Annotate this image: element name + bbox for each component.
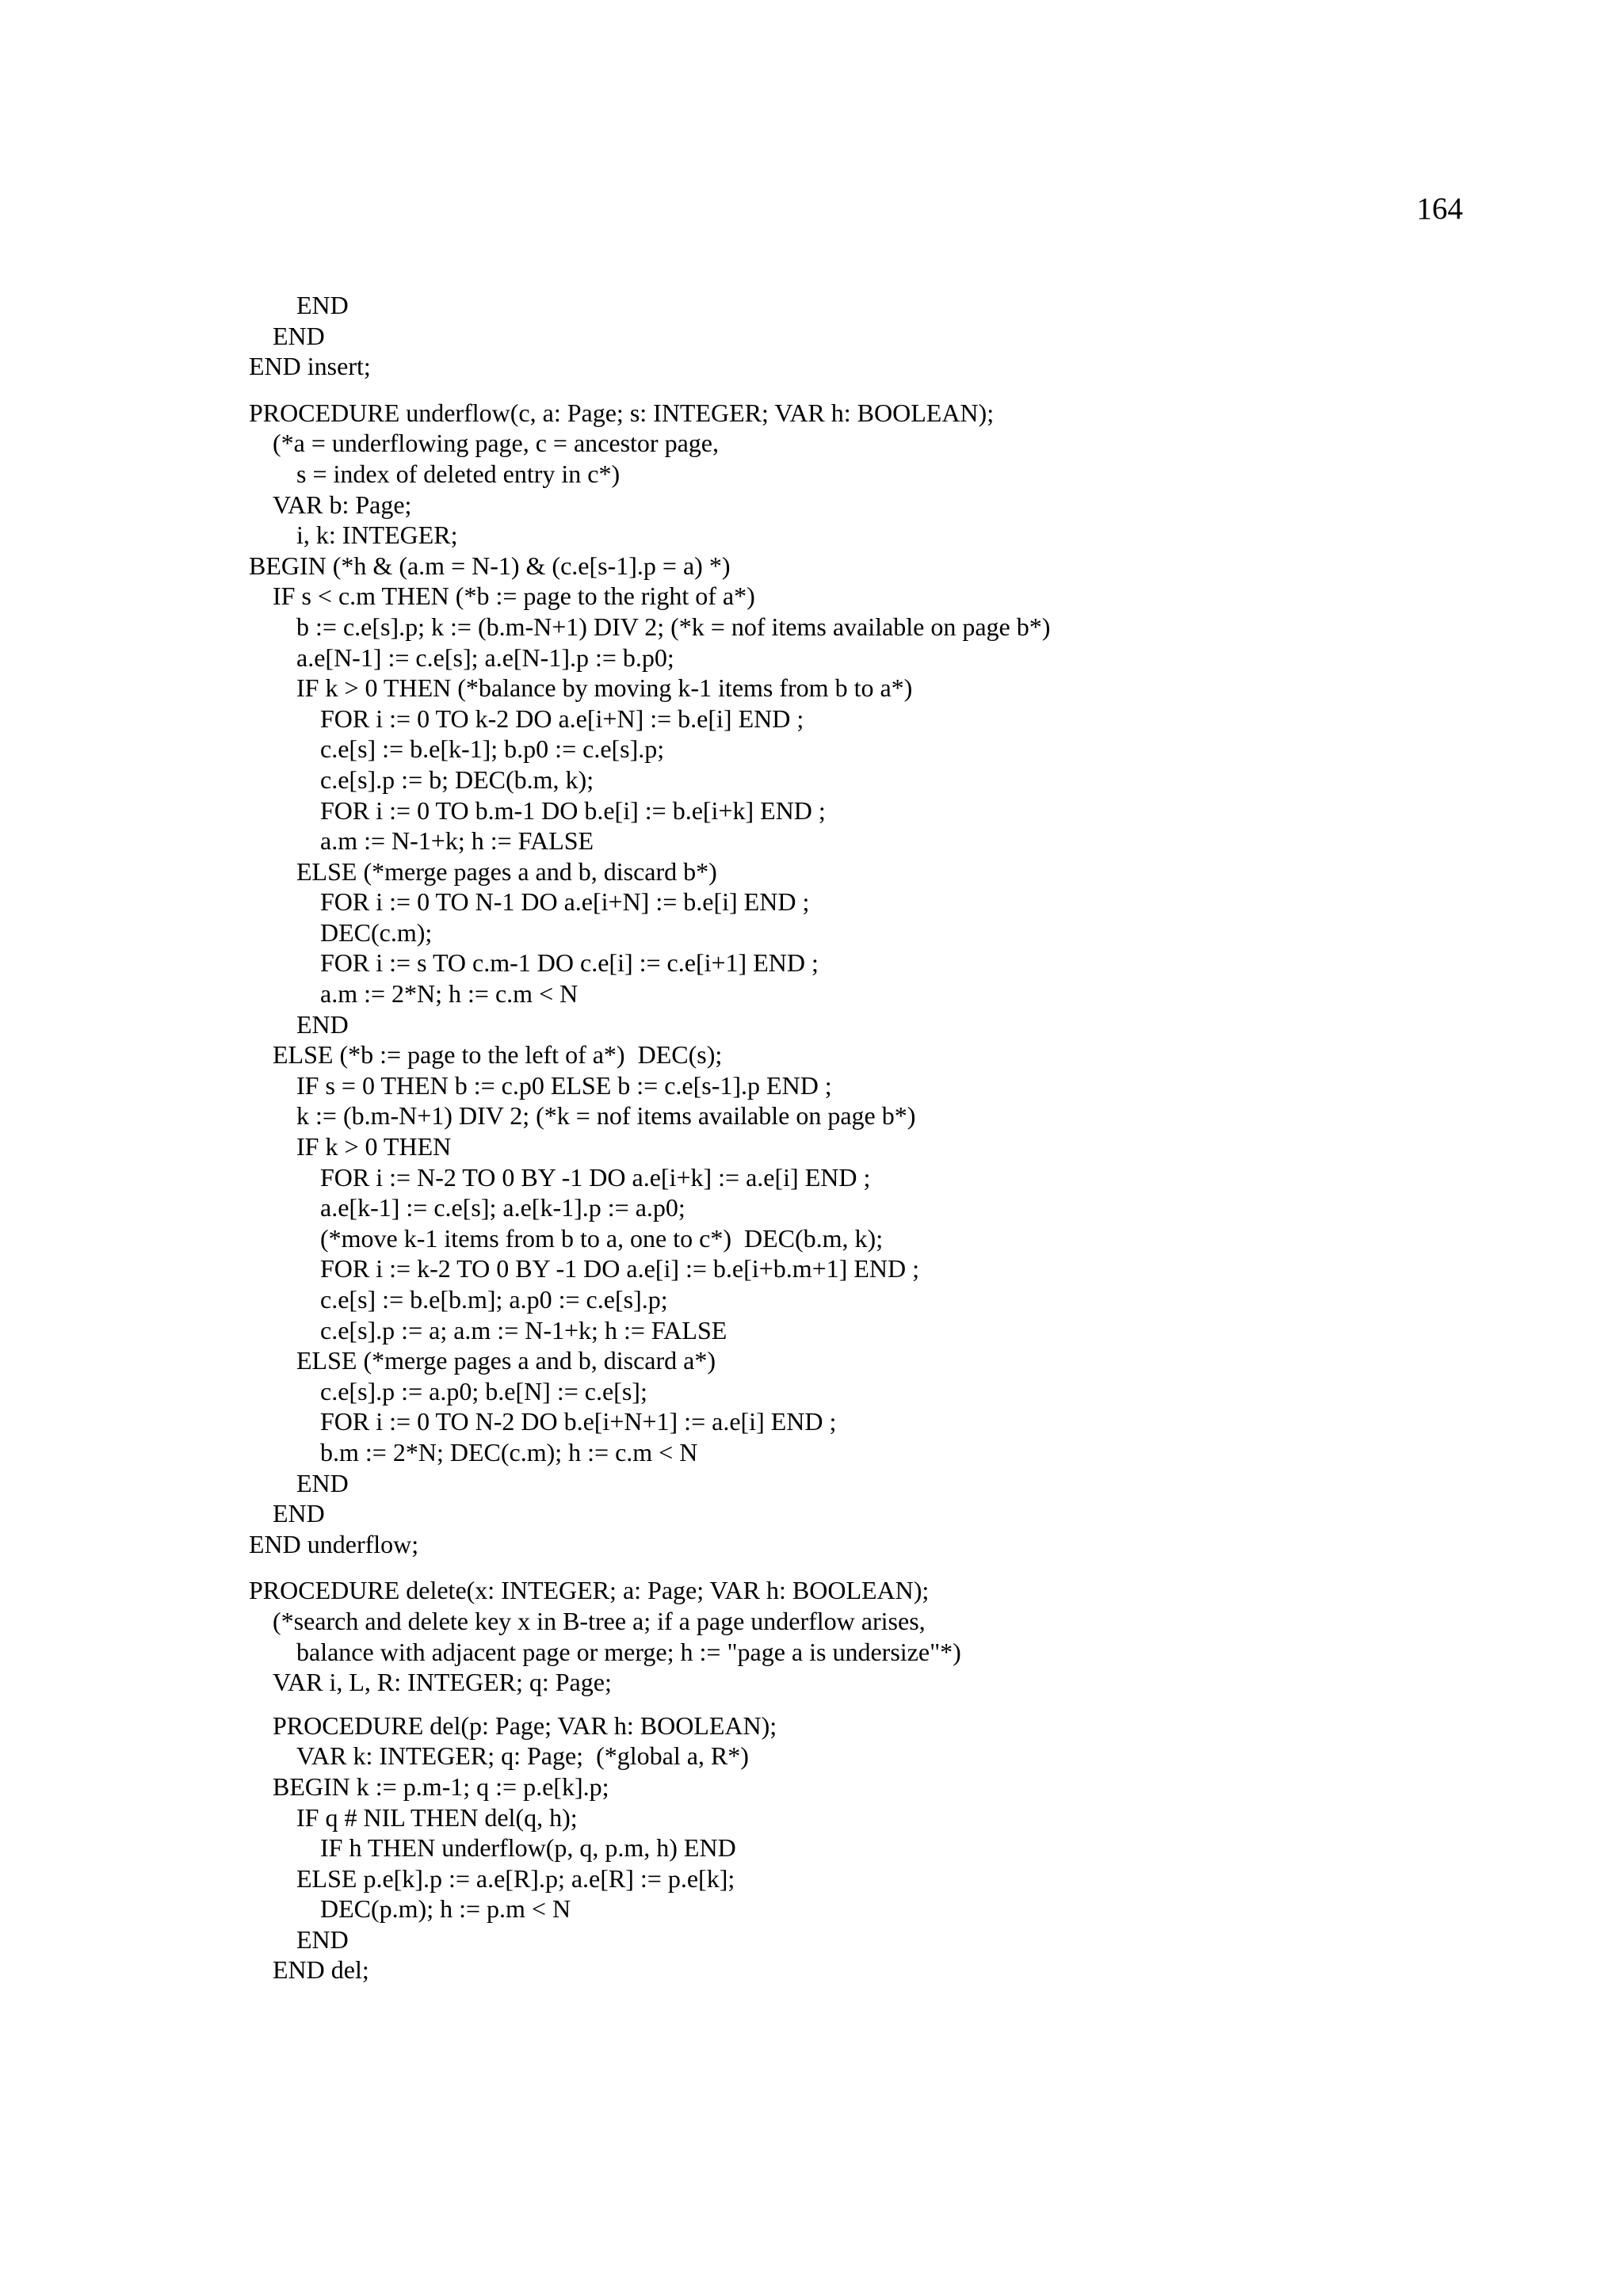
code-line: END [296,1009,349,1039]
code-line: i, k: INTEGER; [296,521,458,550]
code-line: IF s < c.m THEN (*b := page to the right of a*) [273,582,755,611]
code-line: END [296,1468,349,1497]
code-line: FOR i := 0 TO b.m-1 DO b.e[i] := b.e[i+k] END ; [320,795,826,825]
code-line: IF k > 0 THEN (*balance by moving k-1 items from b to a*) [296,673,913,703]
page-number: 164 [1416,192,1463,226]
code-line: k := (b.m-N+1) DIV 2; (*k = nof items available on page b*) [296,1101,916,1131]
code-line: IF k > 0 THEN [296,1132,452,1161]
code-line: ELSE p.e[k].p := a.e[R].p; a.e[R] := p.e[k]; [296,1863,735,1893]
code-line: (*search and delete key x in B-tree a; if a page underflow arises, [273,1606,926,1635]
code-line: a.e[k-1] := c.e[s]; a.e[k-1].p := a.p0; [320,1193,685,1222]
code-line: ELSE (*merge pages a and b, discard b*) [296,856,717,886]
code-line: PROCEDURE delete(x: INTEGER; a: Page; VAR h: BOOLEAN); [249,1576,930,1605]
code-line: c.e[s].p := b; DEC(b.m, k); [320,765,594,794]
code-line: IF q # NIL THEN del(q, h); [296,1802,578,1832]
code-block [249,1575,1517,1697]
code-line: ELSE (*b := page to the left of a*) DEC(s); [273,1040,723,1070]
code-line: END [296,1924,349,1954]
code-line: IF h THEN underflow(p, q, p.m, h) END [320,1833,736,1863]
code-line: FOR i := 0 TO N-1 DO a.e[i+N] := b.e[i] END ; [320,887,810,917]
code-line: (*move k-1 items from b to a, one to c*) DEC(b.m, k); [320,1223,884,1253]
code-line: VAR b: Page; [273,490,412,519]
code-line: b := c.e[s].p; k := (b.m-N+1) DIV 2; (*k = nof items available on page b*) [296,612,1051,641]
block-gap [249,1559,1517,1575]
code-line: END [273,1499,325,1528]
code-line: VAR k: INTEGER; q: Page; (*global a, R*) [296,1741,749,1771]
code-line: a.e[N-1] := c.e[s]; a.e[N-1].p := b.p0; [296,643,674,672]
code-line: BEGIN (*h & (a.m = N-1) & (c.e[s-1].p = a) *) [249,551,731,580]
code-line: END insert; [249,352,371,381]
code-line: s = index of deleted entry in c*) [296,459,621,488]
code-line: END [296,291,349,319]
code-line: FOR i := k-2 TO 0 BY -1 DO a.e[i] := b.e[i+b.m+1] END ; [320,1254,919,1283]
code-line: a.m := N-1+k; h := FALSE [320,826,594,856]
code-block [249,1711,1517,1985]
code-line: (*a = underflowing page, c = ancestor page, [273,429,719,458]
code-line: END [273,321,325,350]
code-line: END underflow; [249,1529,419,1558]
block-gap [249,382,1517,398]
code-line: PROCEDURE del(p: Page; VAR h: BOOLEAN); [273,1711,777,1740]
code-line: DEC(c.m); [320,917,433,947]
code-line: c.e[s] := b.e[b.m]; a.p0 := c.e[s].p; [320,1285,668,1314]
code-line: FOR i := 0 TO k-2 DO a.e[i+N] := b.e[i] END ; [320,704,804,733]
code-line: c.e[s] := b.e[k-1]; b.p0 := c.e[s].p; [320,734,665,764]
code-line: FOR i := 0 TO N-2 DO b.e[i+N+1] := a.e[i] END ; [320,1407,837,1436]
code-line: c.e[s].p := a; a.m := N-1+k; h := FALSE [320,1315,727,1344]
code-line: FOR i := N-2 TO 0 BY -1 DO a.e[i+k] := a.e[i] END ; [320,1162,871,1192]
code-line: FOR i := s TO c.m-1 DO c.e[i] := c.e[i+1] END ; [320,948,819,978]
code-listing [249,290,1517,1985]
code-line: END del; [273,1955,369,1985]
code-line: c.e[s].p := a.p0; b.e[N] := c.e[s]; [320,1376,647,1405]
code-block [249,290,1517,382]
code-line: balance with adjacent page or merge; h := "page a is undersize"*) [296,1637,961,1666]
code-line: VAR i, L, R: INTEGER; q: Page; [273,1668,612,1697]
block-gap [249,1698,1517,1711]
code-line: ELSE (*merge pages a and b, discard a*) [296,1346,716,1375]
code-block [249,398,1517,1560]
code-line: DEC(p.m); h := p.m < N [320,1894,571,1924]
code-line: IF s = 0 THEN b := c.p0 ELSE b := c.e[s-1].p END ; [296,1070,832,1100]
code-line: BEGIN k := p.m-1; q := p.e[k].p; [273,1772,609,1801]
code-line: b.m := 2*N; DEC(c.m); h := c.m < N [320,1437,698,1466]
code-line: PROCEDURE underflow(c, a: Page; s: INTEGER; VAR h: BOOLEAN); [249,398,995,427]
code-line: a.m := 2*N; h := c.m < N [320,979,579,1009]
